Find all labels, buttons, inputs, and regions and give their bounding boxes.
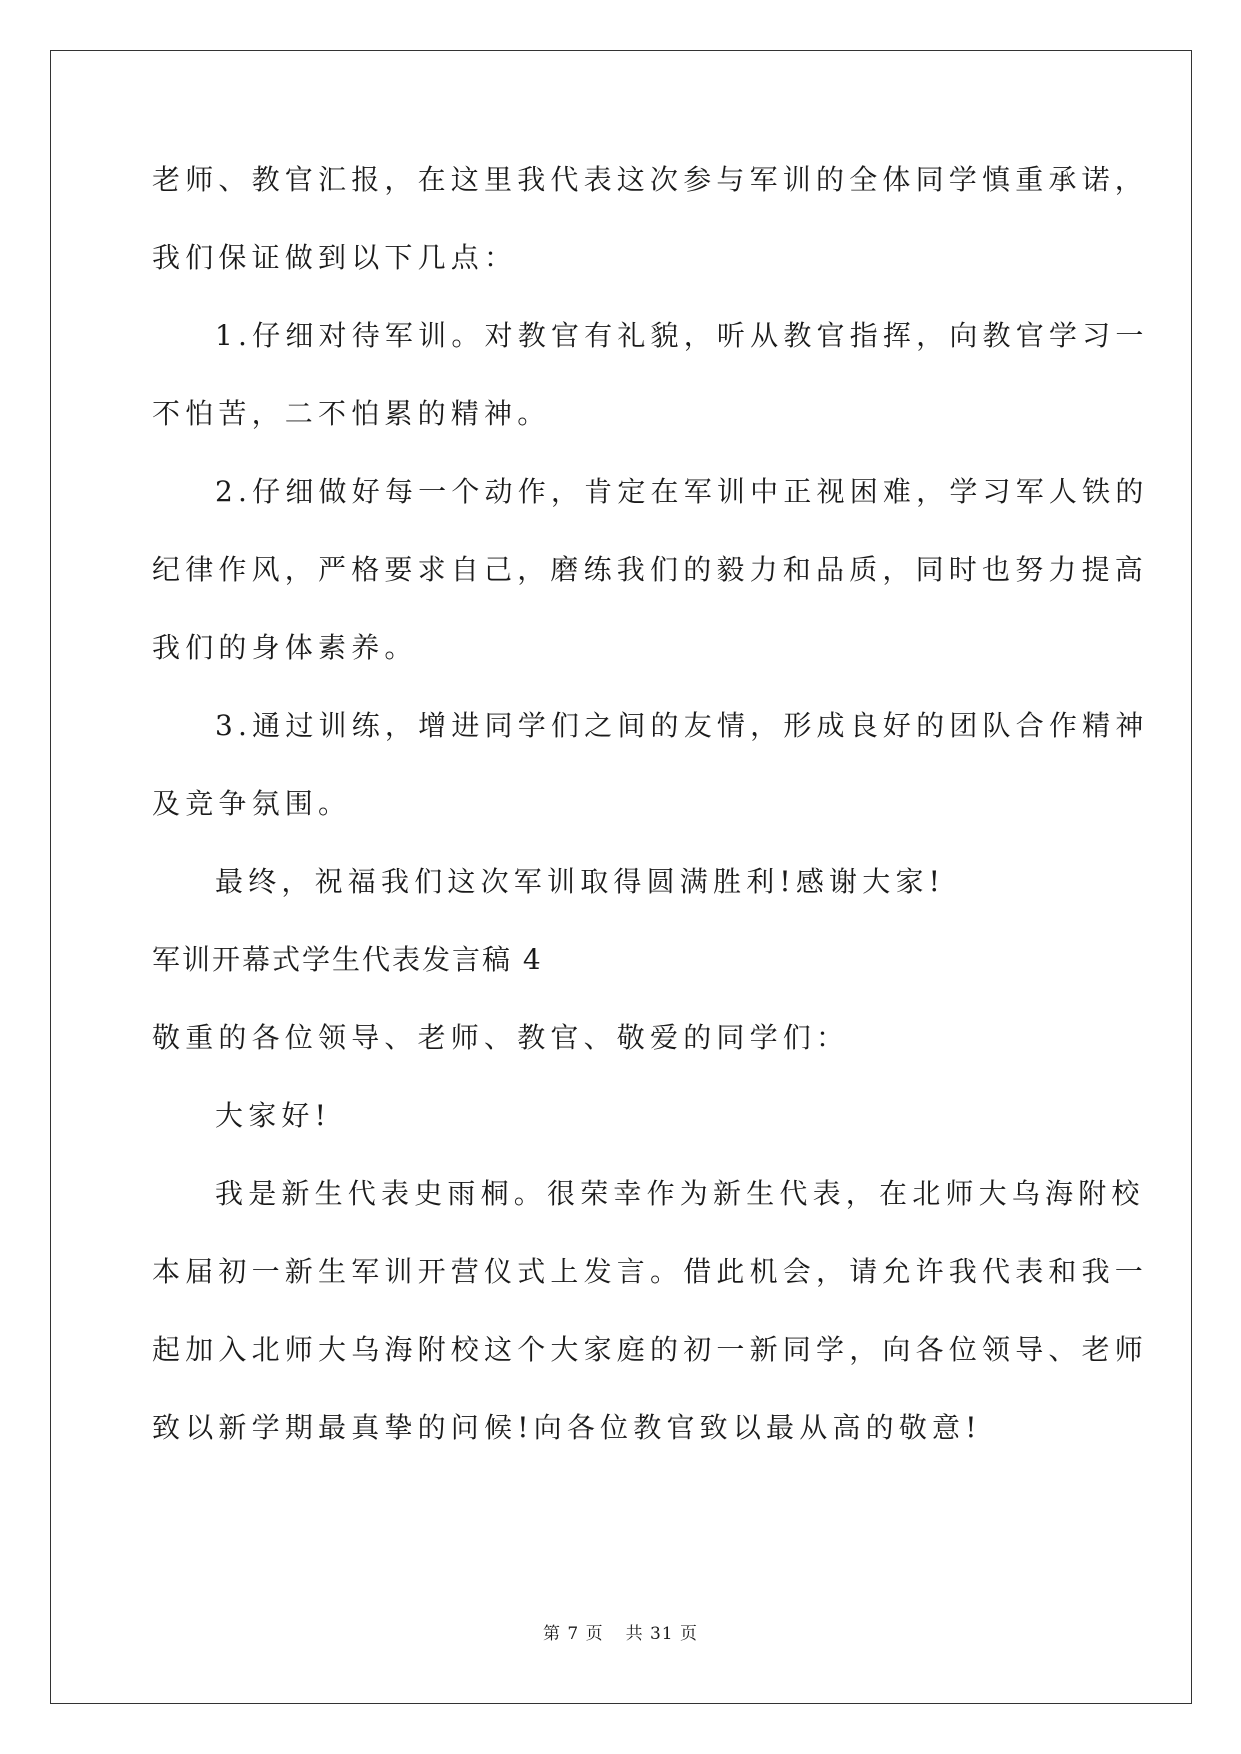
closing-line: 最终，祝福我们这次军训取得圆满胜利!感谢大家! — [215, 865, 946, 898]
paragraph-line: 本届初一新生军训开营仪式上发言。借此机会，请允许我代表和我一 — [152, 1255, 1149, 1288]
section-heading: 军训开幕式学生代表发言稿 4 — [152, 943, 543, 976]
list-item-2-line: 纪律作风，严格要求自己，磨练我们的毅力和品质，同时也努力提高 — [152, 553, 1149, 586]
page-number: 第 7 页 — [542, 1624, 604, 1644]
list-item-2-line: 我们的身体素养。 — [152, 631, 418, 664]
list-item-3-line: 3.通过训练，增进同学们之间的友情，形成良好的团队合作精神 — [215, 709, 1149, 742]
list-item-1-line: 不怕苦，二不怕累的精神。 — [152, 397, 551, 430]
paragraph-line: 我们保证做到以下几点： — [152, 241, 518, 274]
page-total: 共 31 页 — [625, 1624, 699, 1644]
paragraph-line: 起加入北师大乌海附校这个大家庭的初一新同学，向各位领导、老师 — [152, 1333, 1149, 1366]
list-item-2-line: 2.仔细做好每一个动作，肯定在军训中正视困难，学习军人铁的 — [215, 475, 1149, 508]
paragraph-line: 我是新生代表史雨桐。很荣幸作为新生代表，在北师大乌海附校 — [215, 1177, 1145, 1210]
list-item-3-line: 及竞争氛围。 — [152, 787, 352, 820]
page-footer — [0, 1622, 1241, 1646]
salutation: 敬重的各位领导、老师、教官、敬爱的同学们： — [152, 1021, 850, 1054]
list-item-1-line: 1.仔细对待军训。对教官有礼貌，听从教官指挥，向教官学习一 — [215, 319, 1149, 352]
paragraph-line: 致以新学期最真挚的问候!向各位教官致以最从高的敬意! — [152, 1411, 982, 1444]
greeting: 大家好! — [215, 1099, 332, 1132]
paragraph-line: 老师、教官汇报，在这里我代表这次参与军训的全体同学慎重承诺， — [152, 163, 1149, 196]
